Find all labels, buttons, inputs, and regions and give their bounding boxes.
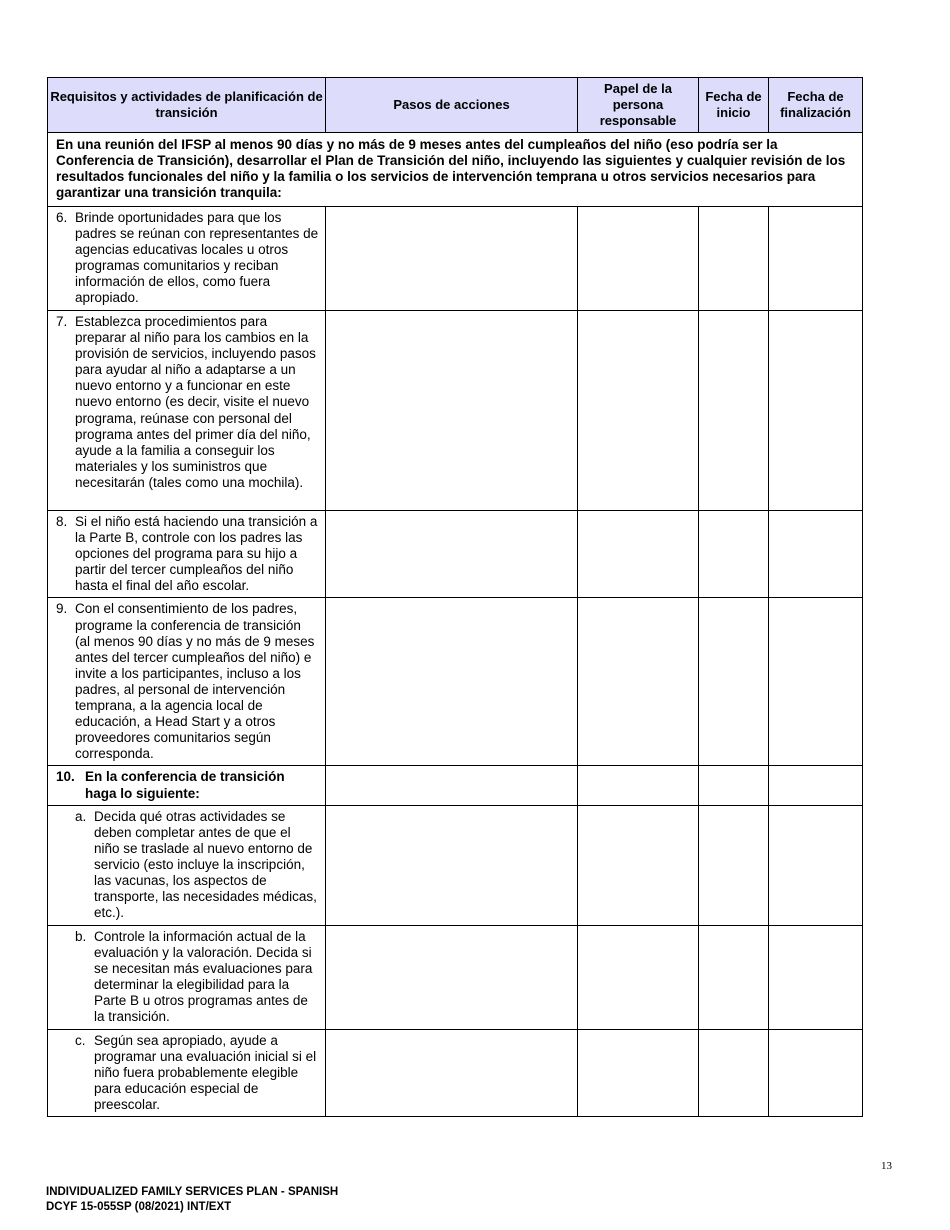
footer-form-id: DCYF 15-055SP (08/2021) INT/EXT bbox=[46, 1201, 232, 1213]
footer-form-title: INDIVIDUALIZED FAMILY SERVICES PLAN - SPANISH bbox=[46, 1186, 339, 1198]
item-text: Establezca procedimientos para preparar al niño para los cambios en la provisión de servicios, incluyendo pasos para ayudar al niño a adaptarse a un nuevo entorno y a funcionar en este nuevo entorno (es decir, visite el nuevo programa, reúnase con personal del programa antes del primer día del niño, ayude a la familia a conseguir los materiales y los suministros que necesitarán (tales como una mochila). bbox=[75, 314, 316, 490]
action-steps-cell[interactable] bbox=[326, 598, 578, 766]
header-end-date: Fecha de finalización bbox=[769, 78, 863, 133]
table-row bbox=[48, 766, 863, 805]
start-date-cell[interactable] bbox=[699, 311, 769, 511]
item-text: Según sea apropiado, ayude a programar una evaluación inicial si el niño fuera probablemente elegible para educación especial de preescolar. bbox=[94, 1032, 317, 1113]
responsible-role-cell[interactable] bbox=[578, 925, 699, 1029]
item-text: Decida qué otras actividades se deben completar antes de que el niño se traslade al nuevo entorno de servicio (esto incluye la inscripción, las vacunas, los aspectos de transporte, las necesidades médicas, etc.). bbox=[94, 808, 317, 921]
responsible-role-cell[interactable] bbox=[578, 511, 699, 598]
requirement-cell bbox=[48, 1029, 326, 1116]
item-text: Controle la información actual de la evaluación y la valoración. Decida si se necesitan más evaluaciones para determinar la elegibilidad para la Parte B u otros programas antes de la transición. bbox=[94, 928, 313, 1025]
responsible-role-cell[interactable] bbox=[578, 766, 699, 805]
intro-text: En una reunión del IFSP al menos 90 días y no más de 9 meses antes del cumpleaños del niño (eso podría ser la Conferencia de Transición), desarrollar el Plan de Transición del niño, incluyendo las siguientes y cualquier revisión de los resultados funcionales del niño y la familia o los servicios de intervención temprana u otros servicios necesarios para garantizar una transición tranquila: bbox=[48, 133, 863, 207]
requirement-cell bbox=[48, 207, 326, 311]
responsible-role-cell[interactable] bbox=[578, 1029, 699, 1116]
end-date-cell[interactable] bbox=[769, 805, 863, 925]
header-row bbox=[48, 78, 863, 133]
item-text: Brinde oportunidades para que los padres se reúnan con representantes de agencias educativas locales u otros programas comunitarios y reciban información de ellos, como fuera apropiado. bbox=[75, 210, 319, 306]
header-action-steps: Pasos de acciones bbox=[326, 78, 578, 133]
header-requirements: Requisitos y actividades de planificación de transición bbox=[48, 78, 326, 133]
header-start-date: Fecha de inicio bbox=[699, 78, 769, 133]
responsible-role-cell[interactable] bbox=[578, 598, 699, 766]
table-row bbox=[48, 311, 863, 511]
action-steps-cell[interactable] bbox=[326, 1029, 578, 1116]
end-date-cell[interactable] bbox=[769, 766, 863, 805]
start-date-cell[interactable] bbox=[699, 766, 769, 805]
action-steps-cell[interactable] bbox=[326, 766, 578, 805]
requirement-cell bbox=[48, 925, 326, 1029]
start-date-cell[interactable] bbox=[699, 511, 769, 598]
action-steps-cell[interactable] bbox=[326, 511, 578, 598]
responsible-role-cell[interactable] bbox=[578, 207, 699, 311]
requirement-cell bbox=[48, 766, 326, 805]
transition-plan-table bbox=[47, 77, 863, 1117]
item-number: 8. bbox=[56, 514, 68, 529]
table-row bbox=[48, 805, 863, 925]
header-responsible-role: Papel de la persona responsable bbox=[578, 78, 699, 133]
action-steps-cell[interactable] bbox=[326, 925, 578, 1029]
item-number: 9. bbox=[56, 601, 68, 617]
end-date-cell[interactable] bbox=[769, 511, 863, 598]
page-number: 13 bbox=[881, 1160, 892, 1172]
responsible-role-cell[interactable] bbox=[578, 311, 699, 511]
table-row bbox=[48, 925, 863, 1029]
table-row bbox=[48, 511, 863, 598]
responsible-role-cell[interactable] bbox=[578, 805, 699, 925]
item-text: En la conferencia de transición haga lo siguiente: bbox=[85, 769, 285, 801]
start-date-cell[interactable] bbox=[699, 805, 769, 925]
item-text: Si el niño está haciendo una transición a la Parte B, controle con los padres las opciones del programa para su hijo a partir del tercer cumpleaños del niño hasta el final del año escolar. bbox=[75, 514, 318, 594]
item-letter: c. bbox=[75, 1032, 86, 1048]
action-steps-cell[interactable] bbox=[326, 805, 578, 925]
end-date-cell[interactable] bbox=[769, 311, 863, 511]
item-number: 6. bbox=[56, 210, 68, 225]
start-date-cell[interactable] bbox=[699, 1029, 769, 1116]
table-row bbox=[48, 1029, 863, 1116]
end-date-cell[interactable] bbox=[769, 1029, 863, 1116]
requirement-cell bbox=[48, 598, 326, 766]
end-date-cell[interactable] bbox=[769, 207, 863, 311]
item-text: Con el consentimiento de los padres, programe la conferencia de transición (al menos 90 días y no más de 9 meses antes del tercer cumpleaños del niño) e invite a los participantes, incluso a los padres, al personal de intervención temprana, a la agencia local de educación, a Head Start y a otros proveedores comunitarios según corresponda. bbox=[75, 601, 315, 762]
item-letter: b. bbox=[75, 928, 87, 944]
item-number: 7. bbox=[56, 314, 68, 329]
start-date-cell[interactable] bbox=[699, 207, 769, 311]
end-date-cell[interactable] bbox=[769, 598, 863, 766]
requirement-cell bbox=[48, 805, 326, 925]
table-row bbox=[48, 598, 863, 766]
action-steps-cell[interactable] bbox=[326, 207, 578, 311]
start-date-cell[interactable] bbox=[699, 598, 769, 766]
end-date-cell[interactable] bbox=[769, 925, 863, 1029]
requirement-cell bbox=[48, 511, 326, 598]
action-steps-cell[interactable] bbox=[326, 311, 578, 511]
item-letter: a. bbox=[75, 808, 87, 824]
requirement-cell bbox=[48, 311, 326, 511]
start-date-cell[interactable] bbox=[699, 925, 769, 1029]
form-footer bbox=[46, 1185, 338, 1215]
intro-row bbox=[48, 133, 863, 207]
item-number: 10. bbox=[56, 769, 75, 785]
table-row bbox=[48, 207, 863, 311]
